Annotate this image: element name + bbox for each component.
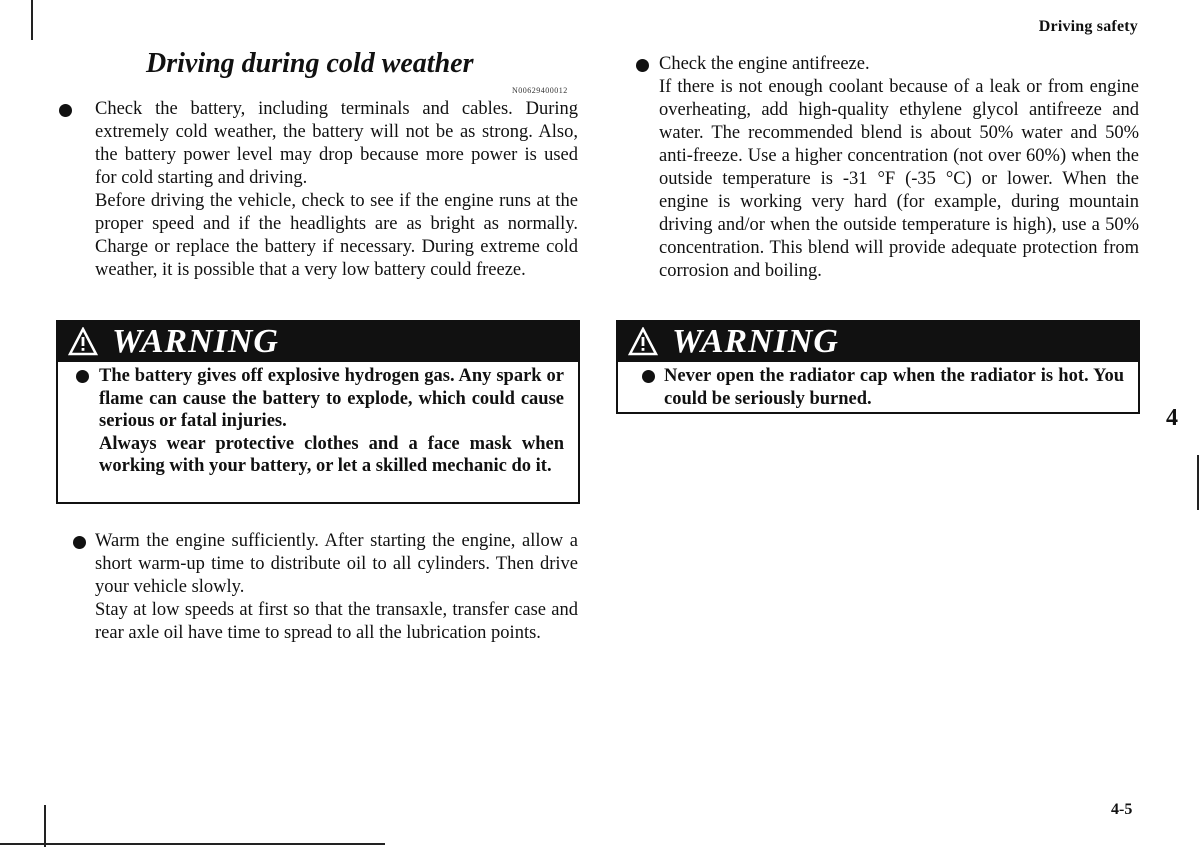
- section-code: N00629400012: [512, 86, 568, 95]
- binding-mark-bottom: [0, 843, 385, 845]
- binding-tick: [44, 805, 46, 847]
- warmup-text: [95, 530, 578, 645]
- antifreeze-paragraph-1: Check the engine antifreeze.: [659, 54, 870, 74]
- running-header: Driving safety: [1038, 18, 1138, 35]
- warmup-paragraph-1: Warm the engine sufficiently. After starting the engine, allow a short warm-up time to distribute oil to all cylinders. Then drive your vehicle slowly.: [95, 531, 578, 597]
- section-title: Driving during cold weather: [146, 48, 474, 79]
- battery-paragraph-1: Check the battery, including terminals and cables. During extremely cold weather, the battery will not be as strong. Also, the battery power level may drop because more power is used for cold starting and driving.: [95, 99, 578, 188]
- edge-mark-right: [1197, 455, 1199, 510]
- bullet-icon: [59, 104, 72, 117]
- battery-paragraph-2: Before driving the vehicle, check to see if the engine runs at the proper speed and if the headlights are as bright as normally. Charge or replace the battery if necessary. During extreme cold weather, it is possible that a very low battery could freeze.: [95, 191, 578, 280]
- bullet-icon: [73, 536, 86, 549]
- warning-paragraph-1: Never open the radiator cap when the radiator is hot. You could be seriously burned.: [664, 366, 1124, 409]
- battery-bullet: [56, 98, 578, 282]
- warning-header: [58, 322, 578, 362]
- radiator-warning-box: [616, 320, 1140, 414]
- warning-paragraph-1: The battery gives off explosive hydrogen gas. Any spark or flame can cause the battery to explode, which could cause serious or fatal injuries.: [99, 366, 564, 431]
- bullet-icon: [642, 370, 655, 383]
- bullet-icon: [636, 59, 649, 72]
- warning-text: [664, 365, 1124, 410]
- warning-triangle-icon: [68, 327, 98, 357]
- antifreeze-text: [659, 53, 1139, 283]
- warning-triangle-icon: [628, 327, 658, 357]
- warmup-bullet: [56, 530, 578, 645]
- warning-label: WARNING: [112, 323, 279, 360]
- battery-text: [95, 98, 578, 282]
- binding-mark-top: [31, 0, 33, 40]
- chapter-number: 4: [1166, 405, 1178, 431]
- antifreeze-bullet: [632, 53, 1139, 283]
- warning-paragraph-2: Always wear protective clothes and a face mask when working with your battery, or let a skilled mechanic do it.: [99, 433, 564, 476]
- warning-header: [618, 322, 1138, 362]
- warning-text: [99, 365, 564, 478]
- bullet-icon: [76, 370, 89, 383]
- antifreeze-paragraph-2: If there is not enough coolant because of a leak or from engine overheating, add high-quality ethylene glycol antifreeze and water. The recommended blend is about 50% water and 50% anti-freeze. Use a higher concentration (not over 60%) when the outside temperature is -31 °F (-35 °C) or lower. When the engine is working very hard (for example, during mountain driving and/or when the outside temperature is high), use a 50% concentration. This blend will provide adequate protection from corrosion and boiling.: [659, 77, 1139, 281]
- warning-label: WARNING: [672, 323, 839, 360]
- warmup-paragraph-2: Stay at low speeds at first so that the transaxle, transfer case and rear axle oil have time to spread to all the lubrication points.: [95, 600, 578, 643]
- battery-warning-box: [56, 320, 580, 504]
- page-number: 4-5: [1111, 801, 1133, 818]
